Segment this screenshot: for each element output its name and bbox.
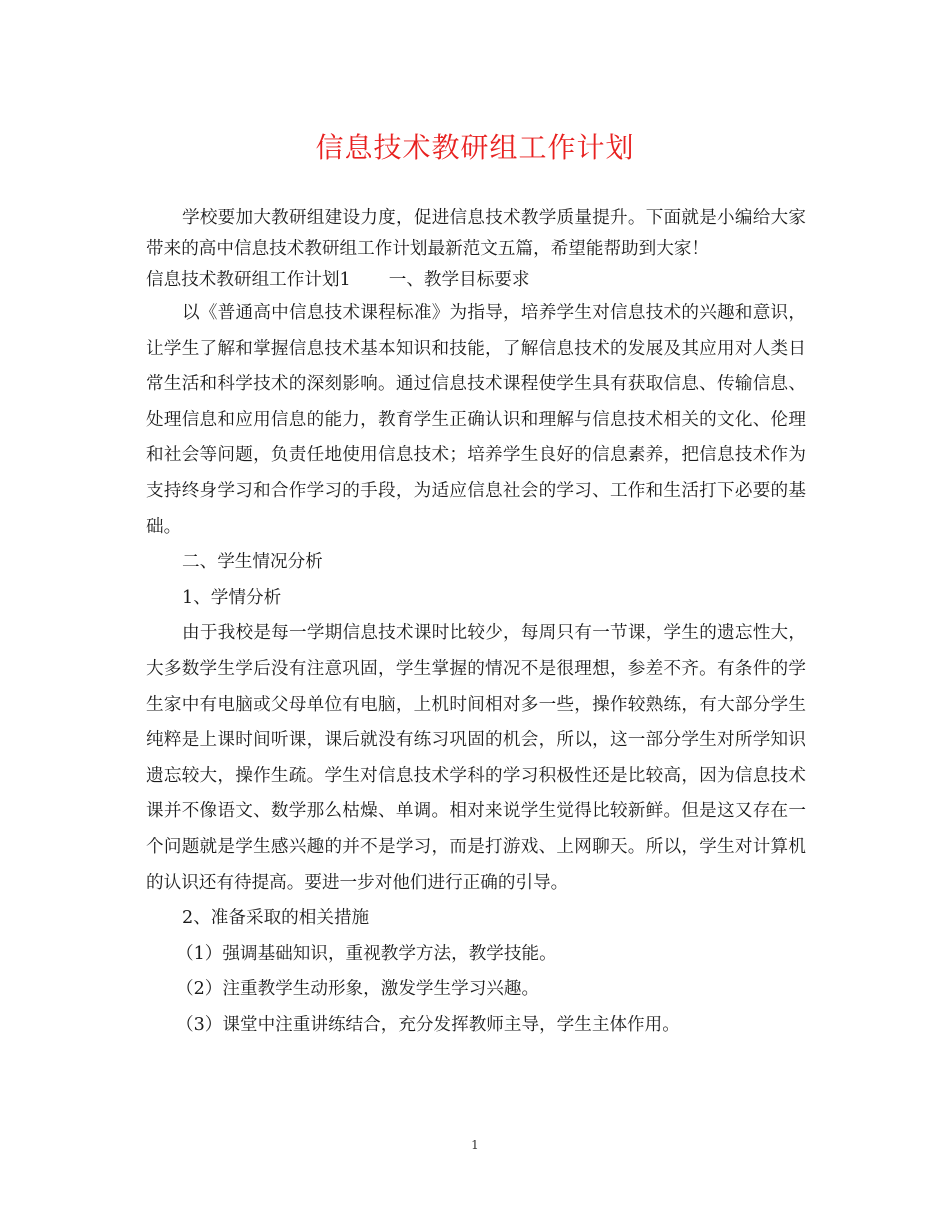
section1-paragraph: 以《普通高中信息技术课程标准》为指导，培养学生对信息技术的兴趣和意识，让学生了解和掌握信息技术基本知识和技能，了解信息技术的发展及其应用对人类日常生活和科学技术的深刻影响。通过信息技术课程使学生具有获取信息、传输信息、处理信息和应用信息的能力，教育学生正确认识和理解与信息技术相关的文化、伦理和社会等问题，负责任地使用信息技术；培养学生良好的信息素养，把信息技术作为支持终身学习和合作学习的手段，为适应信息社会的学习、工作和生活打下必要的基础。 (146, 303, 806, 537)
document-body (146, 203, 806, 1043)
plan-heading: 信息技术教研组工作计划1 (146, 270, 351, 290)
measure-item: （1）强调基础知识，重视教学方法，教学技能。 (176, 943, 557, 964)
plan-heading-line (146, 265, 806, 296)
subsection1-heading: 1、学情分析 (182, 587, 282, 608)
subsection1-paragraph: 由于我校是每一学期信息技术课时比较少，每周只有一节课，学生的遗忘性大，大多数学生学后没有注意巩固，学生掌握的情况不是很理想，参差不齐。有条件的学生家中有电脑或父母单位有电脑，上机时间相对多一些，操作较熟练，有大部分学生纯粹是上课时间听课，课后就没有练习巩固的机会，所以，这一部分学生对所学知识遗忘较大，操作生疏。学生对信息技术学科的学习积极性还是比较高，因为信息技术课并不像语文、数学那么枯燥、单调。相对来说学生觉得比较新鲜。但是这又存在一个问题就是学生感兴趣的并不是学习，而是打游戏、上网聊天。所以，学生对计算机的认识还有待提高。要进一步对他们进行正确的引导。 (146, 623, 806, 893)
page-number: 1 (471, 1138, 479, 1152)
intro-paragraph: 学校要加大教研组建设力度，促进信息技术教学质量提升。下面就是小编给大家带来的高中信息技术教研组工作计划最新范文五篇，希望能帮助到大家！ (146, 208, 806, 259)
section1-heading: 一、教学目标要求 (388, 270, 530, 290)
document-title: 信息技术教研组工作计划 (315, 131, 635, 164)
subsection2-heading: 2、准备采取的相关措施 (182, 908, 370, 929)
section2-heading: 二、学生情况分析 (182, 552, 323, 573)
measure-item: （2）注重教学生动形象，激发学生学习兴趣。 (176, 979, 540, 1000)
measure-item: （3）课堂中注重讲练结合，充分发挥教师主导，学生主体作用。 (176, 1014, 680, 1035)
